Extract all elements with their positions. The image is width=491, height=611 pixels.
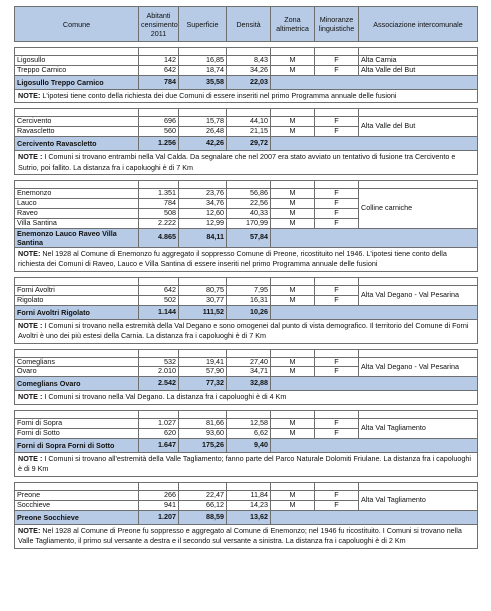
cell-abitanti: 784 [139, 199, 179, 209]
note-cell [15, 319, 478, 343]
cell-superficie: 80,75 [179, 285, 227, 295]
cell-superficie: 26,48 [179, 127, 227, 137]
total-superficie: 42,26 [179, 137, 227, 151]
pad-cell [179, 109, 227, 117]
cell-abitanti: 642 [139, 285, 179, 295]
pad-cell [15, 109, 139, 117]
total-abitanti: 1.256 [139, 137, 179, 151]
table-row [15, 357, 478, 367]
total-comune: Forni Avoltri Rigolato [15, 305, 139, 319]
table-row [15, 117, 478, 127]
pad-cell [227, 109, 271, 117]
total-comune: Enemonzo Lauco Raveo Villa Santina [15, 228, 139, 247]
group-pad-row [15, 482, 478, 490]
total-superficie: 35,58 [179, 75, 227, 89]
cell-minoranze: F [315, 117, 359, 127]
cell-superficie: 23,76 [179, 189, 227, 199]
cell-zona: M [271, 285, 315, 295]
cell-comune: Cercivento [15, 117, 139, 127]
cell-zona: M [271, 428, 315, 438]
pad-cell [359, 482, 478, 490]
pad-cell [139, 410, 179, 418]
pad-cell [315, 277, 359, 285]
cell-minoranze: F [315, 208, 359, 218]
total-comune: Ligosullo Treppo Carnico [15, 75, 139, 89]
pad-cell [227, 181, 271, 189]
total-empty [271, 377, 478, 391]
pad-cell [359, 48, 478, 56]
pad-cell [15, 482, 139, 490]
cell-minoranze: F [315, 189, 359, 199]
cell-associazione: Colline carniche [359, 189, 478, 229]
group-pad-row [15, 410, 478, 418]
cell-zona: M [271, 127, 315, 137]
cell-comune: Forni Avoltri [15, 285, 139, 295]
cell-superficie: 12,99 [179, 218, 227, 228]
pad-cell [271, 482, 315, 490]
cell-minoranze: F [315, 295, 359, 305]
cell-minoranze: F [315, 218, 359, 228]
pad-cell [179, 277, 227, 285]
total-abitanti: 4.865 [139, 228, 179, 247]
pad-cell [271, 48, 315, 56]
cell-abitanti: 2.010 [139, 367, 179, 377]
cell-abitanti: 696 [139, 117, 179, 127]
cell-zona: M [271, 65, 315, 75]
table-row [15, 65, 478, 75]
group-note-row [15, 452, 478, 476]
cell-densita: 16,31 [227, 295, 271, 305]
table-body [15, 42, 478, 549]
cell-abitanti: 266 [139, 490, 179, 500]
total-superficie: 175,26 [179, 438, 227, 452]
group-note-row [15, 319, 478, 343]
cell-densita: 27,40 [227, 357, 271, 367]
cell-densita: 11,84 [227, 490, 271, 500]
pad-cell [15, 410, 139, 418]
total-abitanti: 1.647 [139, 438, 179, 452]
pad-cell [315, 48, 359, 56]
pad-cell [15, 349, 139, 357]
pad-cell [179, 410, 227, 418]
cell-superficie: 93,60 [179, 428, 227, 438]
cell-associazione: Alta Val Degano - Val Pesarina [359, 285, 478, 305]
comuni-table [14, 6, 478, 549]
cell-densita: 170,99 [227, 218, 271, 228]
cell-densita: 34,71 [227, 367, 271, 377]
cell-associazione: Alta Valle del But [359, 117, 478, 137]
total-superficie: 111,52 [179, 305, 227, 319]
cell-densita: 7,95 [227, 285, 271, 295]
note-label: NOTE: [18, 90, 41, 100]
cell-zona: M [271, 56, 315, 66]
pad-cell [139, 349, 179, 357]
cell-superficie: 57,90 [179, 367, 227, 377]
pad-cell [271, 181, 315, 189]
cell-abitanti: 1.027 [139, 418, 179, 428]
total-densita: 13,62 [227, 510, 271, 524]
cell-comune: Treppo Carnico [15, 65, 139, 75]
total-comune: Preone Socchieve [15, 510, 139, 524]
cell-densita: 21,15 [227, 127, 271, 137]
note-label: NOTE : [18, 152, 43, 162]
total-densita: 9,40 [227, 438, 271, 452]
table-row [15, 189, 478, 199]
cell-abitanti: 941 [139, 500, 179, 510]
pad-cell [359, 349, 478, 357]
cell-zona: M [271, 367, 315, 377]
note-label: NOTE : [18, 453, 43, 463]
total-abitanti: 1.207 [139, 510, 179, 524]
cell-comune: Socchieve [15, 500, 139, 510]
group-total-row [15, 438, 478, 452]
pad-cell [359, 109, 478, 117]
group-pad-row [15, 109, 478, 117]
cell-superficie: 19,41 [179, 357, 227, 367]
note-label: NOTE : [18, 392, 43, 402]
cell-densita: 14,23 [227, 500, 271, 510]
cell-superficie: 18,74 [179, 65, 227, 75]
table-row [15, 56, 478, 66]
pad-cell [271, 277, 315, 285]
cell-minoranze: F [315, 357, 359, 367]
cell-comune: Lauco [15, 199, 139, 209]
pad-cell [179, 48, 227, 56]
cell-minoranze: F [315, 367, 359, 377]
cell-associazione: Alta Val Tagliamento [359, 418, 478, 438]
cell-zona: M [271, 500, 315, 510]
header-superficie: Superficie [179, 7, 227, 42]
cell-densita: 12,58 [227, 418, 271, 428]
cell-densita: 6,62 [227, 428, 271, 438]
note-label: NOTE : [18, 320, 43, 330]
cell-superficie: 12,60 [179, 208, 227, 218]
cell-comune: Forni di Sopra [15, 418, 139, 428]
total-densita: 32,88 [227, 377, 271, 391]
pad-cell [271, 410, 315, 418]
cell-zona: M [271, 490, 315, 500]
group-note-row [15, 524, 478, 548]
group-pad-row [15, 48, 478, 56]
cell-abitanti: 560 [139, 127, 179, 137]
pad-cell [271, 109, 315, 117]
table-row [15, 490, 478, 500]
total-comune: Comeglians Ovaro [15, 377, 139, 391]
header-comune: Comune [15, 7, 139, 42]
group-pad-row [15, 349, 478, 357]
cell-zona: M [271, 208, 315, 218]
note-cell [15, 452, 478, 476]
pad-cell [179, 349, 227, 357]
cell-abitanti: 508 [139, 208, 179, 218]
cell-abitanti: 532 [139, 357, 179, 367]
cell-minoranze: F [315, 56, 359, 66]
cell-associazione: Alta Val Degano - Val Pesarina [359, 357, 478, 377]
pad-cell [315, 349, 359, 357]
group-note-row [15, 89, 478, 103]
cell-minoranze: F [315, 500, 359, 510]
note-label: NOTE: [18, 248, 41, 258]
group-total-row [15, 305, 478, 319]
cell-minoranze: F [315, 490, 359, 500]
group-total-row [15, 377, 478, 391]
cell-minoranze: F [315, 65, 359, 75]
cell-abitanti: 502 [139, 295, 179, 305]
pad-cell [315, 109, 359, 117]
note-label: NOTE: [18, 525, 41, 535]
cell-associazione: Alta Carnia [359, 56, 478, 66]
header-associazione: Associazione intercomunale [359, 7, 478, 42]
cell-associazione: Alta Valle del But [359, 65, 478, 75]
cell-zona: M [271, 117, 315, 127]
note-cell [15, 89, 478, 103]
note-cell [15, 247, 478, 271]
cell-associazione: Alta Val Tagliamento [359, 490, 478, 510]
group-note-row [15, 247, 478, 271]
table-row [15, 418, 478, 428]
cell-densita: 34,26 [227, 65, 271, 75]
cell-abitanti: 1.351 [139, 189, 179, 199]
cell-superficie: 22,47 [179, 490, 227, 500]
cell-comune: Villa Santina [15, 218, 139, 228]
cell-superficie: 81,66 [179, 418, 227, 428]
cell-zona: M [271, 418, 315, 428]
pad-cell [15, 181, 139, 189]
cell-abitanti: 620 [139, 428, 179, 438]
pad-cell [139, 48, 179, 56]
table-header-row [15, 7, 478, 42]
pad-cell [15, 48, 139, 56]
cell-zona: M [271, 295, 315, 305]
pad-cell [315, 410, 359, 418]
cell-minoranze: F [315, 285, 359, 295]
cell-abitanti: 2.222 [139, 218, 179, 228]
cell-superficie: 16,85 [179, 56, 227, 66]
total-comune: Forni di Sopra Forni di Sotto [15, 438, 139, 452]
cell-minoranze: F [315, 127, 359, 137]
total-comune: Cercivento Ravascletto [15, 137, 139, 151]
table-row [15, 285, 478, 295]
total-empty [271, 137, 478, 151]
pad-cell [139, 482, 179, 490]
pad-cell [179, 482, 227, 490]
cell-comune: Rigolato [15, 295, 139, 305]
header-minoranze: Minoranze linguistiche [315, 7, 359, 42]
note-cell [15, 524, 478, 548]
group-pad-row [15, 181, 478, 189]
pad-cell [227, 410, 271, 418]
group-note-row [15, 391, 478, 405]
pad-cell [271, 349, 315, 357]
total-empty [271, 75, 478, 89]
note-cell [15, 391, 478, 405]
group-note-row [15, 151, 478, 175]
pad-cell [179, 181, 227, 189]
cell-superficie: 34,76 [179, 199, 227, 209]
note-text: I Comuni si trovano nella Val Degano. La distanza fra i capoluoghi è di 4 Km [42, 392, 287, 402]
cell-zona: M [271, 357, 315, 367]
cell-minoranze: F [315, 199, 359, 209]
header-densita: Densità [227, 7, 271, 42]
cell-comune: Ovaro [15, 367, 139, 377]
cell-abitanti: 142 [139, 56, 179, 66]
note-text: I Comuni si trovano all'estremità della Valle Tagliamento; fanno parte del Parco Naturale Dolomiti Friulane. La distanza fra i capoluoghi è di 9 Km [18, 453, 471, 474]
pad-cell [359, 410, 478, 418]
note-text: L'ipotesi tiene conto della richiesta dei due Comuni di essere inseriti nel primo Programma annuale delle fusioni [40, 90, 397, 100]
total-superficie: 88,59 [179, 510, 227, 524]
pad-cell [315, 181, 359, 189]
total-abitanti: 784 [139, 75, 179, 89]
cell-zona: M [271, 199, 315, 209]
total-empty [271, 438, 478, 452]
total-empty [271, 228, 478, 247]
cell-comune: Enemonzo [15, 189, 139, 199]
group-total-row [15, 75, 478, 89]
pad-cell [15, 277, 139, 285]
group-total-row [15, 510, 478, 524]
header-zona: Zona altimetrica [271, 7, 315, 42]
cell-zona: M [271, 189, 315, 199]
pad-cell [227, 277, 271, 285]
note-text: Nel 1928 al Comune di Preone fu soppresso e aggregato al Comune di Enemonzo; nel 1946 fu ricostituito. I Comuni si trovano nella Valle Tagliamento, il primo sul versante a destra e il secondo sul versante a sinistra. La distanza fra i capoluoghi è di 2 Km [18, 525, 462, 545]
cell-superficie: 66,12 [179, 500, 227, 510]
cell-densita: 40,33 [227, 208, 271, 218]
header-abitanti: Abitanti censimento 2011 [139, 7, 179, 42]
pad-cell [359, 277, 478, 285]
note-text: Nel 1928 al Comune di Enemonzo fu aggregato il soppresso Comune di Preone, ricostituito nel 1946. L'ipotesi tiene conto della richiesta dei Comuni di Raveo, Lauco e Villa Santina di essere inseriti nel primo Programma annuale delle fusioni [18, 248, 447, 269]
total-densita: 29,72 [227, 137, 271, 151]
pad-cell [315, 482, 359, 490]
pad-cell [227, 349, 271, 357]
cell-densita: 44,10 [227, 117, 271, 127]
total-superficie: 84,11 [179, 228, 227, 247]
total-densita: 10,26 [227, 305, 271, 319]
total-superficie: 77,32 [179, 377, 227, 391]
total-densita: 22,03 [227, 75, 271, 89]
total-empty [271, 510, 478, 524]
cell-densita: 8,43 [227, 56, 271, 66]
cell-comune: Preone [15, 490, 139, 500]
cell-comune: Ligosullo [15, 56, 139, 66]
cell-abitanti: 642 [139, 65, 179, 75]
cell-comune: Ravascletto [15, 127, 139, 137]
cell-superficie: 30,77 [179, 295, 227, 305]
cell-zona: M [271, 218, 315, 228]
note-text: I Comuni si trovano entrambi nella Val Calda. Da segnalare che nel 2007 era stato avviato un tentativo di fusione tra Cercivento e Sutrio, poi fallito. La distanza fra i capoluoghi è di 7 Km [18, 152, 456, 172]
pad-cell [227, 482, 271, 490]
pad-cell [139, 109, 179, 117]
total-empty [271, 305, 478, 319]
pad-cell [139, 277, 179, 285]
group-total-row [15, 228, 478, 247]
cell-minoranze: F [315, 418, 359, 428]
cell-superficie: 15,78 [179, 117, 227, 127]
note-cell [15, 151, 478, 175]
pad-cell [359, 181, 478, 189]
total-densita: 57,84 [227, 228, 271, 247]
cell-comune: Raveo [15, 208, 139, 218]
total-abitanti: 1.144 [139, 305, 179, 319]
cell-densita: 56,86 [227, 189, 271, 199]
cell-comune: Forni di Sotto [15, 428, 139, 438]
pad-cell [227, 48, 271, 56]
pad-cell [139, 181, 179, 189]
cell-minoranze: F [315, 428, 359, 438]
cell-densita: 22,56 [227, 199, 271, 209]
note-text: I Comuni si trovano nella estremità della Val Degano e sono omogenei dal punto di vista demografico. Il territorio del Comune di Forni Avoltri è uno dei più estesi della Carnia. La distanza fra i capoluoghi è di 7 Km [18, 320, 469, 341]
group-pad-row [15, 277, 478, 285]
total-abitanti: 2.542 [139, 377, 179, 391]
cell-comune: Comeglians [15, 357, 139, 367]
group-total-row [15, 137, 478, 151]
